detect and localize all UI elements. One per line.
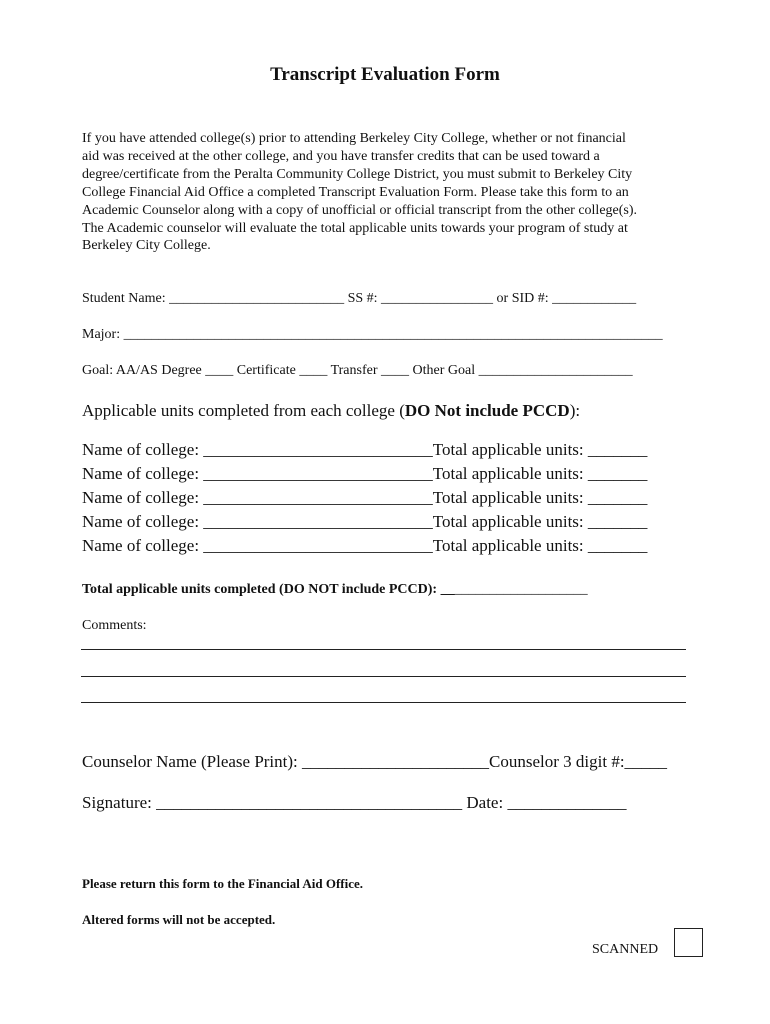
- intro-line: Academic Counselor along with a copy of unofficial or official transcript from the other college(s).: [82, 202, 638, 218]
- total-units-label: Total applicable units completed (DO NOT include PCCD): __: [82, 582, 455, 597]
- units-heading-suffix: ):: [569, 401, 581, 420]
- student-info-line: Student Name: _________________________ SS #: ________________ or SID #: ____________: [82, 291, 637, 306]
- intro-line: degree/certificate from the Peralta Community College District, you must submit to Berkeley City: [82, 166, 633, 182]
- intro-line: aid was received at the other college, and you have transfer credits that can be used toward a: [82, 148, 600, 164]
- comment-line: [81, 676, 686, 677]
- college-row: Name of college: ___________________________Total applicable units: _______: [82, 440, 648, 459]
- goal-line: Goal: AA/AS Degree ____ Certificate ____ Transfer ____ Other Goal ______________________: [82, 363, 633, 378]
- college-row: Name of college: ___________________________Total applicable units: _______: [82, 488, 648, 507]
- comments-label: Comments:: [82, 618, 147, 633]
- college-row: Name of college: ___________________________Total applicable units: _______: [82, 536, 648, 555]
- intro-line: The Academic counselor will evaluate the total applicable units towards your program of study at: [82, 220, 628, 236]
- college-row: Name of college: ___________________________Total applicable units: _______: [82, 464, 648, 483]
- total-units-blank: ___________________: [454, 582, 588, 597]
- form-title: Transcript Evaluation Form: [270, 64, 500, 85]
- total-units-line: [82, 582, 588, 598]
- units-heading-prefix: Applicable units completed from each college (: [82, 401, 405, 420]
- intro-line: If you have attended college(s) prior to attending Berkeley City College, whether or not financial: [82, 131, 626, 146]
- counselor-line: Counselor Name (Please Print): ______________________Counselor 3 digit #:_____: [82, 752, 668, 771]
- altered-note: Altered forms will not be accepted.: [82, 912, 276, 927]
- scanned-checkbox[interactable]: [674, 928, 703, 957]
- comment-line: [81, 702, 686, 703]
- signature-line: Signature: ____________________________________ Date: ______________: [82, 793, 627, 812]
- college-row: Name of college: ___________________________Total applicable units: _______: [82, 512, 648, 531]
- intro-paragraph: [82, 130, 692, 255]
- units-heading-bold: DO Not include PCCD: [404, 401, 570, 420]
- comment-line: [81, 649, 686, 650]
- return-note: Please return this form to the Financial Aid Office.: [82, 876, 364, 891]
- scanned-label: SCANNED: [592, 942, 659, 957]
- intro-line: Berkeley City College.: [82, 238, 211, 254]
- units-heading: [82, 401, 580, 421]
- intro-line: College Financial Aid Office a completed Transcript Evaluation Form. Please take this form to an: [82, 184, 629, 200]
- major-line: Major: _____________________________________________________________________________: [82, 327, 663, 342]
